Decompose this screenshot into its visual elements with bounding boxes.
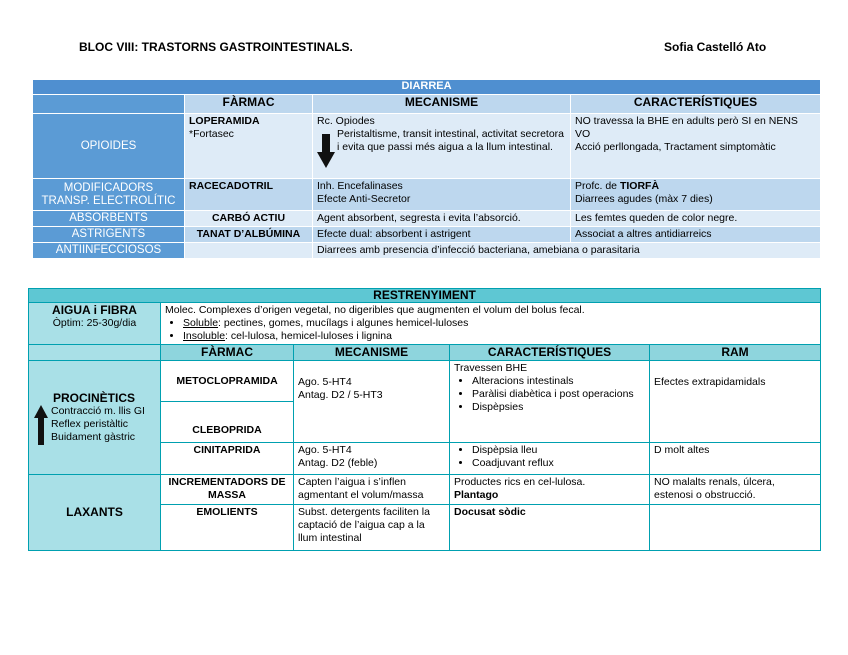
char-bhe: NO travessa la BHE en adults però SI en NENS VO [575,115,798,140]
mech-title: Rc. Opiodes [317,115,375,127]
ram-extrapidamidals: Efectes extrapidamidals [650,361,821,443]
mech-antiinfecciosos: Diarrees amb presencia d’infecció bacteriana, amebiana o parasitaria [313,243,821,259]
char-profc: Profc. de [575,180,620,192]
fibra-label: AIGUA i FIBRA [52,303,137,317]
insoluble-label: Insoluble [183,330,226,342]
drug-carbo: CARBÓ ACTIU [185,211,313,227]
mech-ago: Ago. 5-HT4 [298,376,352,388]
char-alteracions: • Alteracions intestinals [472,375,645,388]
col2-ram: RAM [650,345,821,361]
soluble-text: : pectines, gomes, mucílags i algunes hemicel-luloses [218,317,469,329]
arrow-down-icon [317,128,337,154]
char-agudes: Diarrees agudes (màx 7 dies) [575,193,713,205]
incr-char: Productes rics en cel-lulosa. [454,476,586,488]
row-label-opioides: OPIOIDES [33,114,185,179]
effect-contraccio: Contracció m. llis GI [51,404,145,417]
arrow-up-icon [33,405,51,444]
col2-farmac: FÀRMAC [161,345,294,361]
page-title: BLOC VIII: TRASTORNS GASTROINTESTINALS. [79,40,353,54]
col-mecanisme: MECANISME [313,95,571,114]
col2-mecanisme: MECANISME [294,345,450,361]
char-dispepsies: • Dispèpsies [472,401,645,414]
row-label-modificadors: MODIFICADORS [63,181,154,194]
mech-carbo: Agent absorbent, segresta i evita l’absorció. [313,211,571,227]
brand-fortasec: *Fortasec [189,128,234,140]
col-caracteristiques: CARACTERÍSTIQUES [571,95,821,114]
emol-char: Docusat sòdic [450,505,650,551]
char-paralisi: • Paràlisi diabètica i post operacions [472,388,645,401]
row-label-astrigents: ASTRIGENTS [33,227,185,243]
diarrea-title: DIARREA [33,80,821,95]
insoluble-text: : cel-lulosa, hemicel-luloses i lignina [225,330,392,342]
drug-metoclopramida: METOCLOPRAMIDA [176,375,278,387]
cini-char-reflux: • Coadjuvant reflux [472,457,645,470]
emol-mech: Subst. detergents faciliten la captació de l’aigua cap a la llum intestinal [294,505,450,551]
effect-buidament: Buidament gàstric [51,430,136,443]
cini-ram: D molt altes [650,443,821,475]
drug-cleboprida: CLEBOPRIDA [161,401,293,442]
char-tiorfa: TIORFÀ [619,180,660,192]
drug-racecadotril: RACECADOTRIL [189,180,273,192]
procinetics-label: PROCINÈTICS [53,390,136,405]
incr-ram: NO malalts renals, úlcera, estenosi o obstrucció. [650,475,821,505]
col-farmac: FÀRMAC [185,95,313,114]
mech-antag: Antag. D2 / 5-HT3 [298,389,383,401]
char-accio: Acció perllongada, Tractament simptomàtic [575,141,776,153]
drug-loperamida: LOPERAMIDA [189,115,260,127]
laxants-label: LAXANTS [29,475,161,551]
cini-mech-ago: Ago. 5-HT4 [298,444,352,456]
diarrea-table [32,79,821,259]
mech-tanat: Efecte dual: absorbent i astrigent [313,227,571,243]
cini-char-dispepsia: • Dispèpsia lleu [472,444,645,457]
mech-inh: Inh. Encefalinases [317,180,403,192]
row-label-absorbents: ABSORBENTS [33,211,185,227]
author-name: Sofia Castelló Ato [664,40,767,54]
cini-mech-antag: Antag. D2 (feble) [298,457,378,469]
effect-reflex: Reflex peristàltic [51,417,129,430]
drug-incrementadors: INCREMENTADORS DE MASSA [161,475,294,505]
fibra-optim: Òptim: 25-30g/dia [52,317,137,329]
mech-body: Peristaltisme, transit intestinal, activitat secretora i evita que passi més aigua a la llum intestinal. [337,128,565,153]
drug-emolients: EMOLIENTS [161,505,294,551]
restrenyiment-title: RESTRENYIMENT [29,289,821,303]
fibra-desc: Molec. Complexes d’origen vegetal, no digeribles que augmenten el volum del bolus fecal. [165,304,585,316]
row-label-antiinfecciosos: ANTIINFECCIOSOS [33,243,185,259]
mech-anti: Efecte Anti-Secretor [317,193,411,205]
restrenyiment-table [28,288,821,551]
incr-char-plantago: Plantago [454,489,499,501]
incr-mech: Capten l’aigua i s’inflen agmentant el volum/massa [294,475,450,505]
drug-tanat: TANAT D’ALBÚMINA [185,227,313,243]
soluble-label: Soluble [183,317,219,329]
char-travessen: Travessen BHE [454,362,528,374]
drug-cinitaprida: CINITAPRIDA [161,443,294,475]
char-tanat: Associat a altres antidiarreics [571,227,821,243]
char-carbo: Les femtes queden de color negre. [571,211,821,227]
row-label-transp: TRANSP. ELECTROLÍTIC [41,194,176,207]
col2-caracteristiques: CARACTERÍSTIQUES [450,345,650,361]
